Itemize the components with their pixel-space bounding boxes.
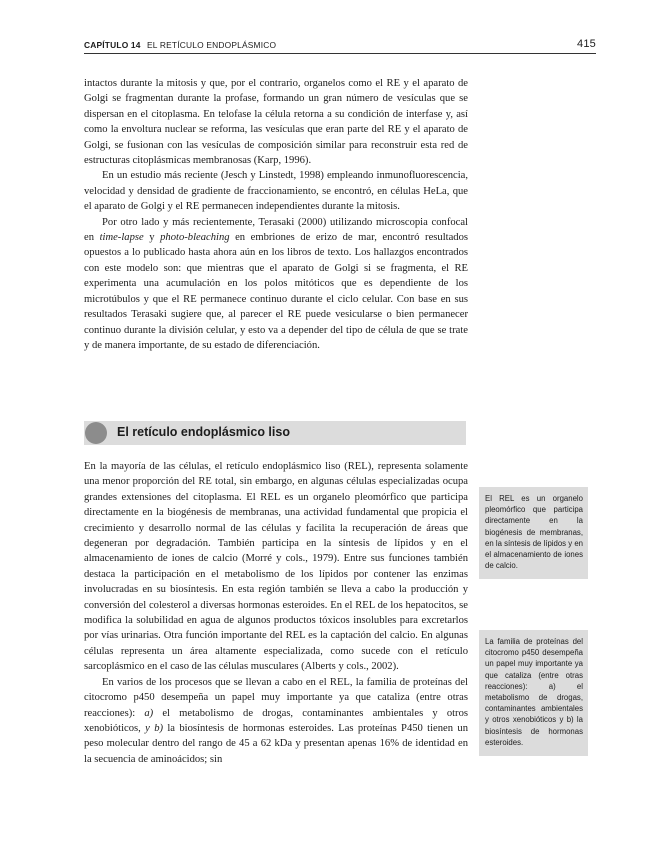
- paragraph: En un estudio más reciente (Jesch y Linstedt, 1998) empleando inmunofluorescencia, velocidad y densidad de gradiente de fraccionamiento, se encontró, en células HeLa, que el aparato de Golgi y el RE permanecen independientes durante la mitosis.: [84, 170, 468, 213]
- paragraph: intactos durante la mitosis y que, por el contrario, organelos como el RE y el aparato de Golgi se fragmentan durante la profase, formando un gran número de vesículas que se dispersan en el citoplasma. En telofase la célula retorna a su condición de interfase y, así como la envoltura nuclear se reforma, las vesículas que eran parte del RE y el aparato de Golgi, se fusionan con las vesículas de composición similar para reconstruir esta red de estructuras citoplásmicas membranosas (Karp, 1996).: [84, 78, 468, 167]
- page-number: 415: [577, 38, 596, 50]
- header-rule: [84, 53, 596, 54]
- paragraph-text: En varios de los procesos que se llevan a cabo en el REL, la familia de proteínas del citocromo p450 desempeña un papel muy importante ya que cataliza (entre otras reacciones):: [84, 676, 468, 719]
- emphasis-term: photo-bleaching: [160, 232, 230, 244]
- paragraph-text: y: [143, 232, 161, 244]
- paragraph-text: la biosíntesis de hormonas esteroides. Las proteínas P450 tienen un peso molecular dentro del rango de 45 a 62 kDa y presentan apenas 16% de identidad en la secuencia de aminoácidos; sin: [84, 722, 468, 765]
- margin-note: La familia de proteínas del citocromo p450 desempeña un papel muy importante ya que cataliza (entre otras reacciones): a) el metabolismo de drogas, contaminantes ambientales y otros xenobióticos y b) la biosíntesis de hormonas esteroides.: [479, 630, 588, 756]
- paragraph: [84, 675, 468, 767]
- chapter-title: EL RETÍCULO ENDOPLÁSMICO: [147, 40, 277, 50]
- list-marker: a): [144, 707, 154, 719]
- paragraph-text: el metabolismo de drogas, contaminantes ambientales y otros xenobióticos,: [84, 707, 469, 734]
- paragraph-text: en embriones de erizo de mar, encontró resultados opuestos a lo publicado hasta ahora aún en los libros de texto. Los hallazgos encontrados con este modelo son: que mientras que el aparato de Golgi si se fragmenta, el RE experimenta una acumulación en los polos mitóticos que es dependiente de los microtúbulos y que el RE permanece continuo durante el ciclo celular. Con base en sus resultados Terasaki sugiere que, al parecer el RE puede vesicularse o bien permanecer continuo durante la división celular, y esto va a depender del tipo de célula de que se trate y de manera importante, de su estado de diferenciación.: [84, 232, 468, 351]
- paragraph: [84, 215, 468, 354]
- list-marker: b): [154, 722, 164, 734]
- section-bullet-icon: [85, 422, 107, 444]
- conjunction: y: [145, 722, 150, 734]
- section-title: El retículo endoplásmico liso: [117, 425, 290, 439]
- margin-note: El REL es un organelo pleomórfico que participa directamente en la biogénesis de membranas, en la síntesis de lípidos y en el almacenamiento de iones de calcio.: [479, 487, 588, 579]
- body-text-bottom: [84, 459, 468, 767]
- emphasis-term: time-lapse: [99, 232, 144, 244]
- running-head: [84, 38, 596, 52]
- chapter-label: CAPÍTULO 14: [84, 40, 141, 50]
- body-text-top: [84, 76, 468, 353]
- paragraph-text: Por otro lado y más recientemente, Terasaki (2000) utilizando microscopia confocal en: [84, 216, 468, 244]
- paragraph: En la mayoría de las células, el retículo endoplásmico liso (REL), representa solamente una menor proporción del RE total, sin embargo, en algunas células especializadas ocupa grandes extensiones del citoplasma. El REL es un organelo pleomórfico que participa directamente en la biogénesis de membranas, una actividad fundamental que propicia el crecimiento y desarrollo normal de las células y facilita la recuperación de áreas que degeneran por degradación. También participa en la síntesis de lípidos y en el almacenamiento de iones de calcio (Morré y cols., 1979). Entre sus funciones también destaca la participación en el metabolismo de los lípidos por contener las enzimas involucradas en su biosíntesis. En esta región también se lleva a cabo la producción y conversión del colesterol a diversas hormonas esteroides. En el REL de los hepatocitos, se modifica la solubilidad en agua de algunos productos tóxicos insolubles para excretarlos por vías urinarias. Otra función importante del REL es la captación del calcio. En algunas células representa un área altamente especializada, como sucede con el retículo sarcoplásmico en el caso de las células musculares (Alberts y cols., 2002).: [84, 461, 468, 673]
- section-heading: [84, 421, 466, 445]
